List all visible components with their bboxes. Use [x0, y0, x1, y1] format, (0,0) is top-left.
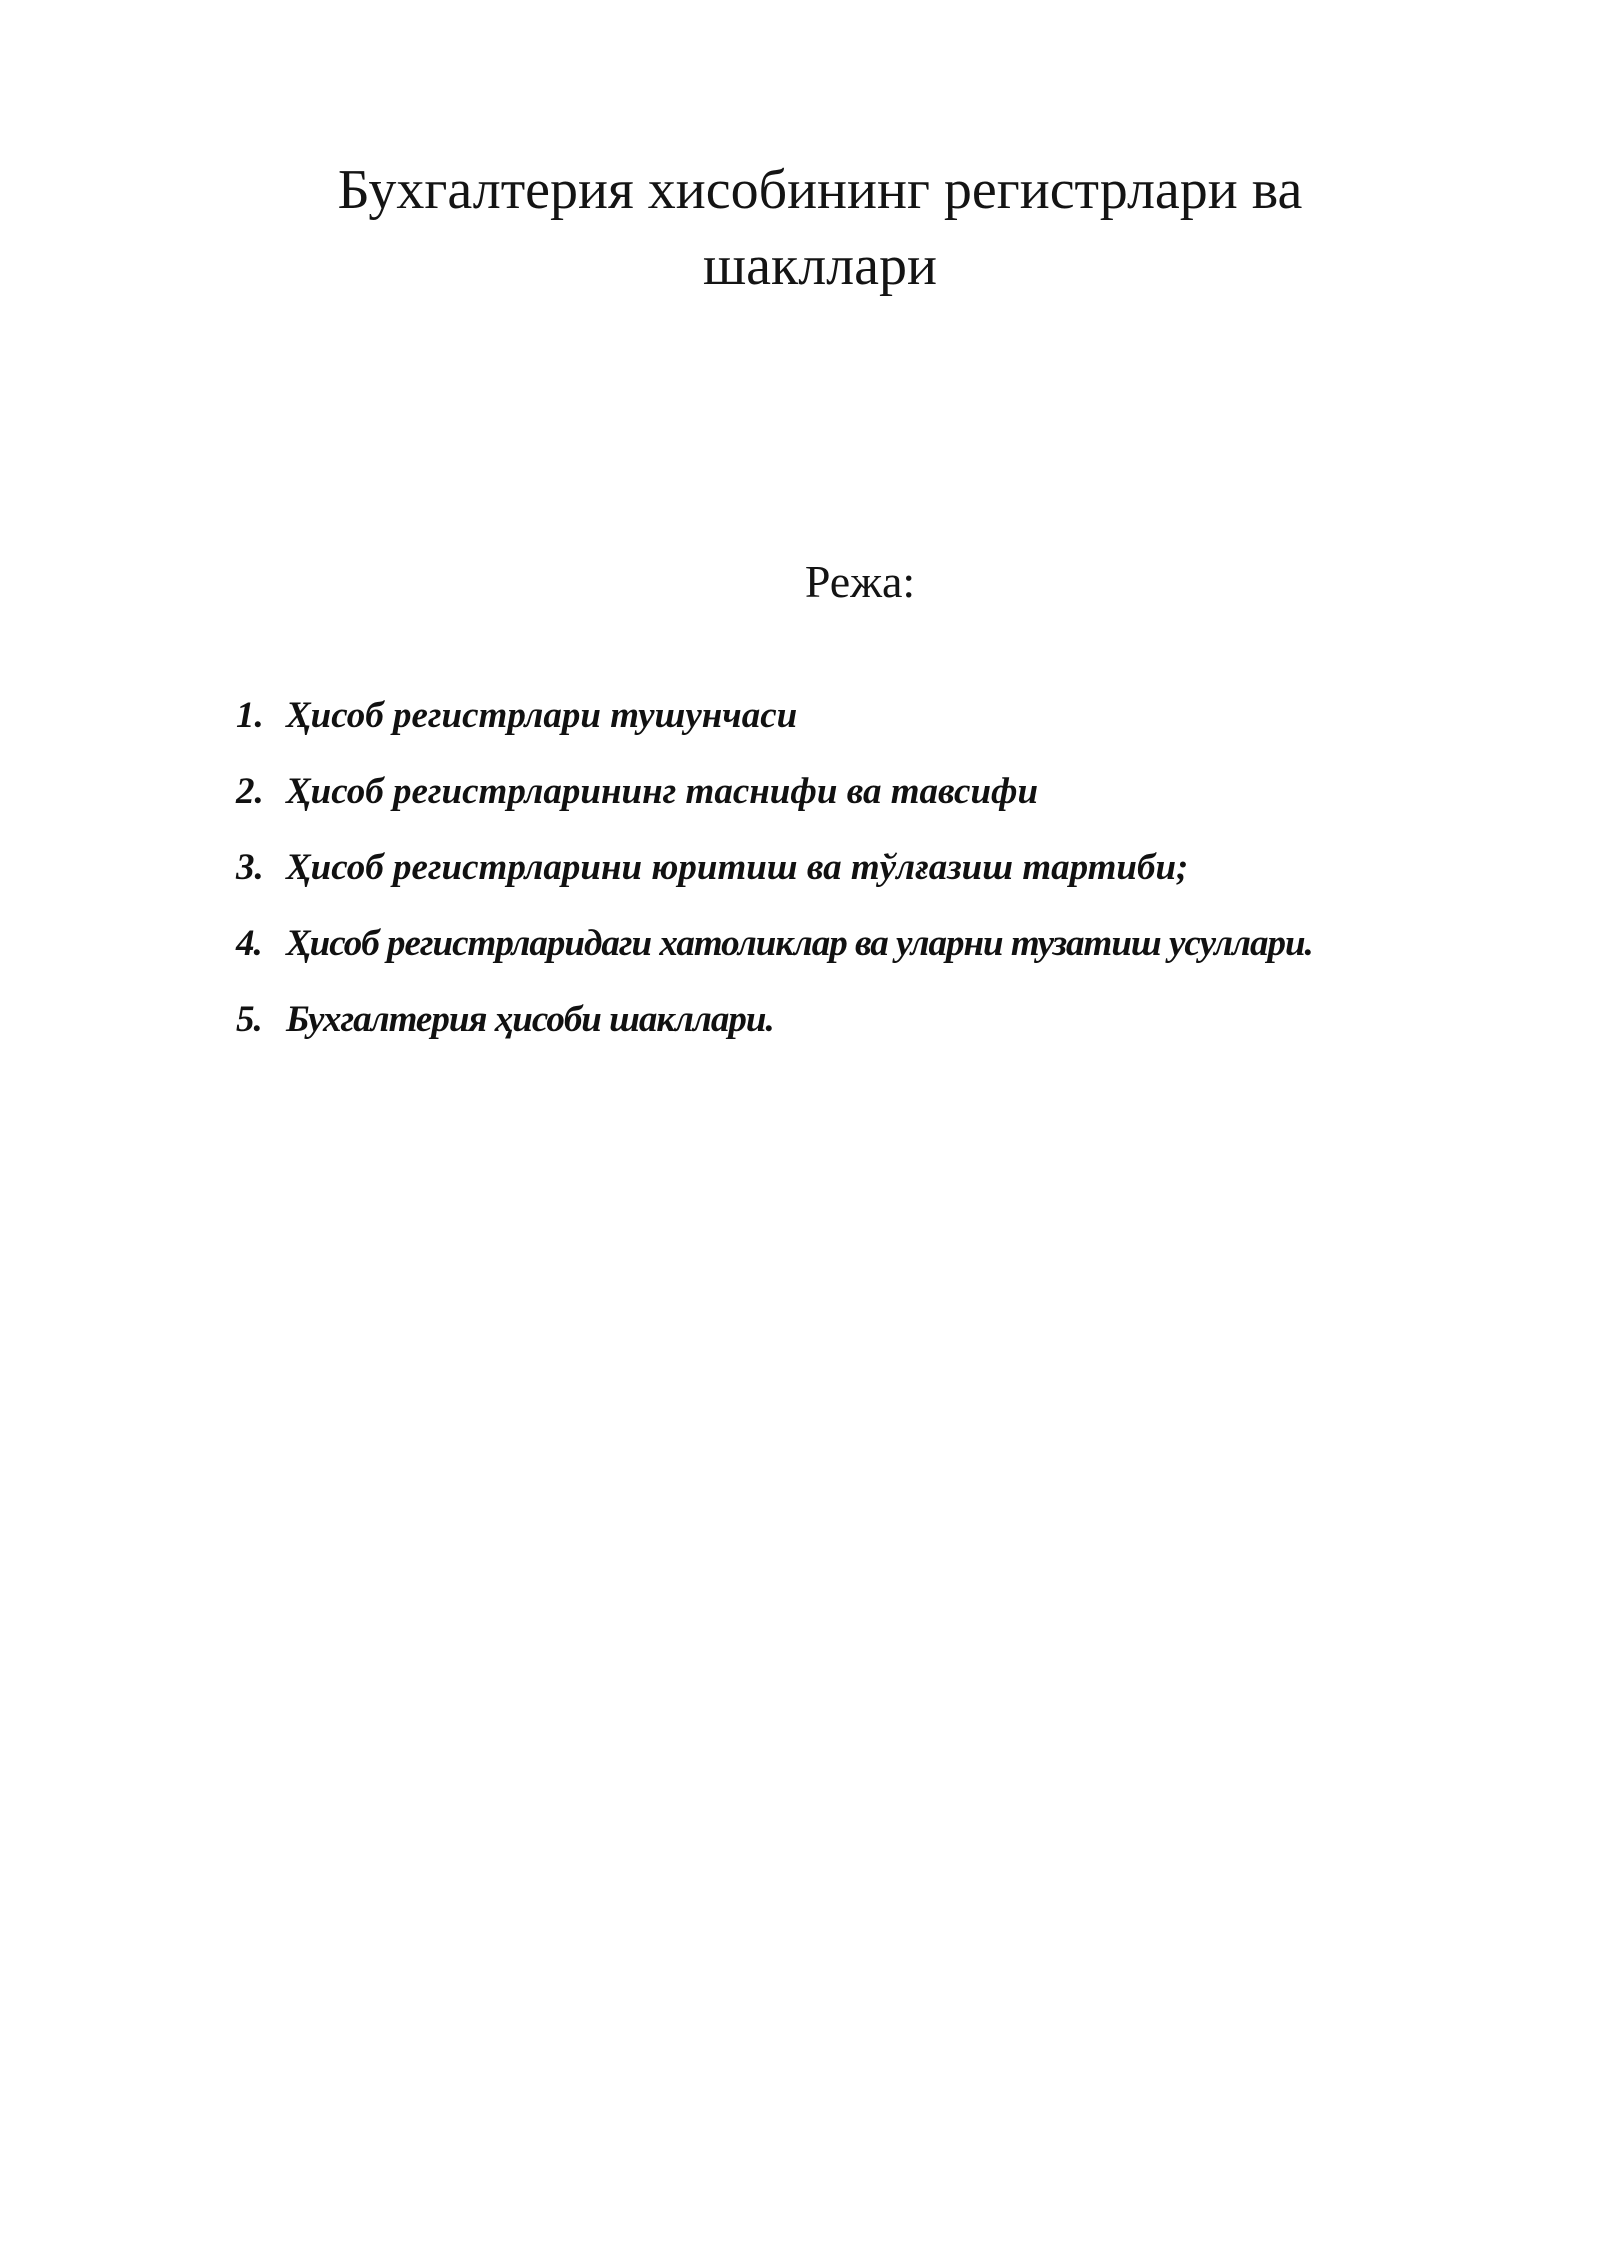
plan-item-number: 5.	[236, 999, 262, 1040]
plan-item	[236, 922, 1536, 998]
plan-item-number: 2.	[236, 771, 264, 812]
plan-item-text: Ҳисоб регистрлари тушунчаси	[286, 695, 798, 736]
plan-heading: Режа:	[804, 556, 916, 607]
plan-item	[236, 770, 1536, 846]
plan-item-number: 3.	[236, 847, 264, 888]
plan-item	[236, 998, 1536, 1074]
plan-list	[236, 694, 1536, 1074]
plan-item-text: Бухгалтерия ҳисоби шакллари.	[286, 999, 774, 1040]
plan-item-number: 4.	[236, 923, 262, 964]
title-line-1: Бухгалтерия хисобининг регистрлари ва	[337, 159, 1303, 221]
plan-item	[236, 846, 1536, 922]
plan-item-text: Ҳисоб регистрларини юритиш ва тўлғазиш тартиби;	[286, 847, 1189, 888]
title-line-2: шакллари	[703, 235, 937, 297]
plan-item	[236, 694, 1536, 770]
plan-item-number: 1.	[236, 695, 264, 736]
plan-item-text: Ҳисоб регистрларидаги хатоликлар ва уларни тузатиш усуллари.	[286, 923, 1313, 964]
plan-item-text: Ҳисоб регистрларининг таснифи ва тавсифи	[286, 771, 1039, 812]
document-title	[240, 152, 1400, 304]
